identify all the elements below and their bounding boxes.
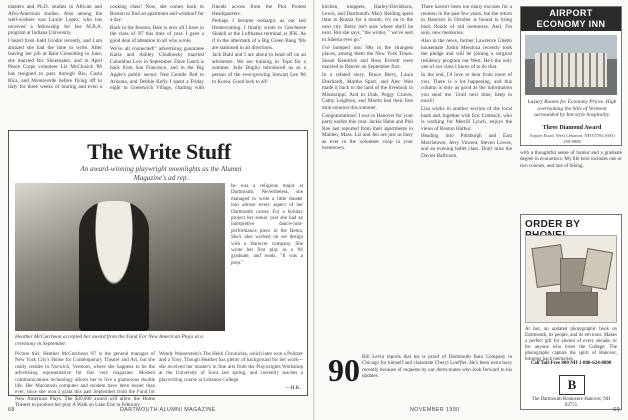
class-year-numeral: 90 bbox=[328, 352, 360, 388]
paragraph: In the end, I'd love to hear from more of you. There is a lot happening, and this column is only as good as the information you send me. Until next time, keep in touch! bbox=[421, 71, 512, 105]
photo-caption: Heather McCutcheon accepted her award from the Fund For New American Plays at a ceremony in September. bbox=[15, 334, 203, 347]
bookstore-ad-header: ORDER BY bbox=[525, 219, 581, 230]
right-page-column-text bbox=[322, 4, 512, 344]
paragraph: Also in the news, former Lawrence Ghetto housemate Justin Mendoza recently took the pledge and will be joining a surgical residency program out West. He's the only one of our class I know of to do that. bbox=[421, 37, 512, 71]
paragraph: In a related story, Bruce Berry, Laura Eberhardt, Martha Sparr, and Alec Wen made it back to the land of the livestock in Mississippi. And in Utah, Peggy Graves, Cathy Leighton, and Martin had their first mini-reunion this summer. bbox=[322, 71, 413, 111]
paragraph: Back in the Boston, Bain is now all I have in the class of '87 this time of year. I gave a good deal of attention to all who wrote. bbox=[110, 24, 204, 44]
paragraph: Perhaps I became nostalgic as our last Homecoming. I finally wrote to Grecheese Shaleli at the Lufthansa terminal at JFK. As if in the aftermath of a Big Green Bang '90s are stationed in all directions. bbox=[212, 18, 306, 51]
page-number-left: 68 bbox=[8, 407, 15, 413]
paragraph: kitchen, muppets, Harley-Davidsons, Lewis, and Dartmouth. Mary Belding spent time in Russia for a month, it's on to the next city. Betsy isn't sure where she'll be next. But she says, "the winter, " we've sent to Siberia ever go." bbox=[322, 4, 413, 43]
economy-inn-brand: Three Diamond Award bbox=[542, 125, 602, 131]
paragraph: We've all connected!" advertising guarantee Karla and Ashley Chudnosky married Columbus Low in September. Dave Gatch is back from San Francisco, and in the Big Apple's public sector. Ned Gentile fled to Arizona, and Debbie Kelly I spent a Friday night in Greenwich Village, chatting with friends across from the Plot Protest Headquarters. bbox=[110, 4, 306, 92]
ad-header-line: ECONOMY INN bbox=[536, 19, 606, 29]
economy-inn-address: Airport Road, West Lebanon, NH 03784 (603) 298-8888 bbox=[529, 133, 615, 144]
book-icon bbox=[581, 248, 613, 290]
class-notes-text: Bill Levin reports that his is proof of Dartmouth Bain Company in Chicago for himself and classmate Cheryl Loeffler. He's been extra busy recently because of requests by our dorm-mates who look forward to his updates. bbox=[362, 354, 512, 380]
feature-subtitle: An award-winning playwright moonlights as the Alumni Magazine's ad rep. bbox=[80, 165, 242, 182]
economy-inn-ad[interactable] bbox=[520, 6, 622, 146]
paragraph: masters and Ph.D. studies in African and Afro-American studies. Also among the well-wishers was Laurie Lopez, who has received a fellowship for her M.B.A. program at Indiana University. bbox=[8, 4, 102, 37]
bookstore-address: The Dartmouth Bookstore Hanover, NH 03755 bbox=[531, 397, 611, 408]
portrait-figure bbox=[79, 201, 149, 331]
bookstore-ad[interactable] bbox=[520, 214, 622, 410]
economy-inn-ad-header bbox=[521, 7, 621, 31]
paragraph: I heard from Judd Grodin recently, and I am amazed she had the time to write. After leaving her job at Bain Consulting in June, she married Ric Shoemaker, and in April Peace Corps volunteer Liz McClosick '86 has resigned to pass through Rio, Costa Rica, and Monteverde before flying off to Italy for three weeks of touring and even a cooking class! Now, she comes back to Boston to find an apartment and windsurf for a day. bbox=[8, 4, 204, 91]
paragraph: There haven't been too many excuses for a reunion in the past few years, but the return to Hanover in October is bound to bring back floods of old memories. And, I'm sure, new memories. bbox=[421, 4, 512, 37]
feature-side-column: he was a religious major at Dartmouth. Nevertheless, she managed to write a little theater into almost every aspect of her Dartmouth career. For a holiday project her senior year she had an interpretive dance-cum-performance piece in the Bema. She's also worked on set design with a Hanover company. She wrote her first play as a '86 graduate, and reads, "It was a prep." bbox=[231, 183, 303, 266]
feature-body-right: Wendy Wasserstein's The Heidi Chronicles, which later won a Pulitzer and a Tony. Though Heather has plenty of background for her work—she received her master's in fine arts from the Playwrights Workshop at the University of Iowa last spring, and currently teaches a playwriting course at Lebanon College. bbox=[159, 351, 303, 383]
magazine-name-footer: DARTMOUTH ALUMNI MAGAZINE bbox=[120, 407, 216, 413]
ad-header-line: AIRPORT bbox=[549, 8, 593, 18]
paragraph: I've bumped into '88s in the strangest places, among them the New York Times. Susan Kendrick and Ross Everett were married in Denver on September first. bbox=[322, 44, 413, 71]
building-illustration bbox=[535, 53, 607, 87]
paragraph: Jack Buhl and I are about to head off on an adventure. We are training in Tops for a summer. Julie Buglio introduced us as a person of the ever-growing Stewart Lee '86 to Korea. Good luck to all! bbox=[212, 52, 306, 85]
paragraph: Congratulations! I was in Hanover for your party earlier this year. Jackie Hahn and Phil Roe last reported from their apartments in Malden, Mass. Liz and Jen are just as busy as ever in the volunteer coop in your hometown. bbox=[322, 112, 413, 152]
bookstore-logo: B bbox=[559, 375, 585, 395]
issue-date-footer: NOVEMBER 1990 bbox=[410, 407, 460, 413]
page-number-right: 69 bbox=[613, 407, 620, 413]
feature-body-left: Picture this: Heather McCutcheon '87 is the general manager of New York City's Home for Contemporary Theater and Art, but she really resides in Norwich, Vermont, where she happens to be the advertising representative for this very magazine. Modern communications technology allows her to live a glamorous double life. Her Macintosh computer and modem have been busier than ever, since she won a grant this past September from the Fund for New American Plays. The $30,000 award will allow the Home Theater to produce her play A Walk on Lake Erie in February. bbox=[15, 351, 155, 409]
books-photo bbox=[525, 235, 617, 323]
feature-article-box bbox=[8, 130, 308, 409]
left-page-column-text bbox=[8, 4, 306, 126]
paragraph: Heading into Pittsburgh and East Morristown, Jerry Vincent, Steven Lowes, and an evening ballet class. Don't miss the Davies Ballroom. bbox=[421, 133, 512, 160]
ads-column bbox=[520, 6, 622, 410]
bookstore-phone[interactable]: Call Toll-Free 800 NH 1-800-624-8800 bbox=[530, 361, 612, 366]
hotel-photo bbox=[525, 35, 617, 95]
feature-photo bbox=[15, 183, 225, 331]
paragraph: Lisa works in another section of the local bank and, together with Eric Limback, who is working for Merrill Lynch, enjoys the views of Boston Harbor. bbox=[421, 105, 512, 132]
page-gutter bbox=[313, 0, 315, 420]
book-icon bbox=[546, 292, 598, 316]
economy-inn-tagline: Luxury Rooms for Economy Prices. High overlooking the hills of Vermont surrounded by Inn-style hospitality. bbox=[527, 99, 617, 119]
right-column-text: with a thoughtful sense of humor and a graduate degree in economics. My life here includes one or two courses, and lots of hiking. bbox=[520, 150, 622, 169]
feature-signature: —H.K. bbox=[285, 385, 301, 391]
feature-title: The Write Stuff bbox=[87, 139, 231, 164]
bookstore-ad-text: At last, an updated photographic book on Dartmouth, its people, and its environs. Makes a perfect gift for alumni of every decade, or for anyone who loves the College. The photographs capture the spirit of Hanover, bringing back memories. bbox=[525, 327, 617, 362]
